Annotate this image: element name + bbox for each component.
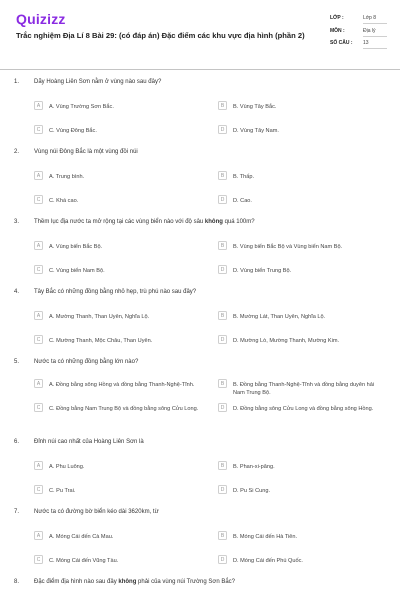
option-text: C. Móng Cái đến Vũng Tàu.	[49, 558, 119, 564]
option-text: D. Mường Lò, Mường Thanh, Mường Kim.	[233, 338, 340, 344]
option-text: D. Vùng biển Trung Bộ.	[233, 268, 292, 274]
option-letter-box[interactable]: D	[218, 555, 227, 564]
question-text: Đỉnh núi cao nhất của Hoàng Liên Sơn là	[34, 439, 144, 445]
option-letter-box[interactable]: A	[34, 379, 43, 388]
question-text: Dãy Hoàng Liên Sơn nằm ở vùng nào sau đây?	[34, 79, 162, 85]
option-text: C. Mường Thanh, Mộc Châu, Than Uyên.	[49, 338, 153, 344]
option-letter-box[interactable]: A	[34, 241, 43, 250]
option-letter-box[interactable]: D	[218, 335, 227, 344]
option-text: B. Móng Cái đến Hà Tiên.	[233, 534, 298, 540]
option-text: A. Trung bình.	[49, 174, 85, 180]
question-number: 5.	[14, 359, 20, 365]
meta-underline	[363, 36, 387, 37]
option-letter-box[interactable]: B	[218, 531, 227, 540]
meta-value: Địa lý	[363, 27, 376, 34]
option-letter-box[interactable]: C	[34, 485, 43, 494]
option-text: A. Móng Cái đến Cà Mau.	[49, 534, 114, 540]
question-number: 2.	[14, 149, 20, 155]
option-letter-box[interactable]: C	[34, 555, 43, 564]
option-text: D. Vùng Tây Nam.	[233, 128, 279, 134]
option-text: B. Phan-xi-păng.	[233, 464, 275, 470]
meta-value: 13	[363, 40, 369, 46]
question-text: Nước ta có những đồng bằng lớn nào?	[34, 359, 139, 365]
meta-label: SỐ CÂU :	[330, 40, 353, 46]
worksheet-title: Trắc nghiệm Địa Lí 8 Bài 29: (có đáp án) Đặc điểm các khu vực địa hình (phần 2)	[16, 31, 305, 40]
option-letter-box[interactable]: C	[34, 403, 43, 412]
header-divider	[0, 69, 400, 70]
option-letter-box[interactable]: B	[218, 241, 227, 250]
question-text-part: Đặc điểm địa hình nào sau đây	[34, 579, 119, 585]
option-letter-box[interactable]: B	[218, 379, 227, 388]
question-text-part: Thềm lục địa nước ta mở rộng tại các vùng biển nào với độ sâu	[34, 219, 205, 225]
option-text: D. Pu Si Cung.	[233, 488, 270, 494]
option-text: C. Vùng Đông Bắc.	[49, 128, 97, 134]
question-text-part: phải của vùng núi Trường Sơn Bắc?	[136, 579, 236, 585]
option-letter-box[interactable]: A	[34, 171, 43, 180]
question-text	[34, 219, 374, 225]
option-letter-box[interactable]: C	[34, 195, 43, 204]
option-letter-box[interactable]: A	[34, 461, 43, 470]
option-text: A. Mường Thanh, Than Uyên, Nghĩa Lộ.	[49, 314, 150, 320]
option-letter-box[interactable]: A	[34, 311, 43, 320]
question-number: 1.	[14, 79, 20, 85]
option-text: A. Đồng bằng sông Hồng và đồng bằng Thanh-Nghệ-Tĩnh.	[49, 382, 195, 388]
meta-row-class	[330, 13, 386, 26]
option-text: B. Vùng biển Bắc Bộ và Vùng biển Nam Bộ.	[233, 244, 343, 250]
quizizz-logo[interactable]: Quizizz	[16, 11, 66, 27]
option-text: B. Đồng bằng Thanh-Nghệ-Tĩnh và đồng bằng duyên hải Nam Trung Bộ.	[233, 382, 375, 396]
header	[0, 0, 400, 62]
meta-value: Lớp 8	[363, 15, 377, 21]
question-text: Tây Bắc có những đồng bằng nhỏ hẹp, trù phú nào sau đây?	[34, 289, 197, 295]
question-text-emphasis: không	[204, 219, 223, 225]
meta-label: LỚP :	[330, 15, 344, 21]
question-text	[34, 579, 374, 585]
option-letter-box[interactable]: A	[34, 101, 43, 110]
option-text: A. Vùng biển Bắc Bộ.	[49, 244, 103, 250]
option-text: B. Thấp.	[233, 174, 255, 180]
option-letter-box[interactable]: B	[218, 101, 227, 110]
option-text: C. Vùng biển Nam Bộ.	[49, 268, 105, 274]
question-text: Nước ta có đường bờ biển kéo dài 3620km, từ	[34, 509, 159, 515]
meta-row-count	[330, 38, 386, 51]
option-text: D. Đồng bằng sông Cửu Long và đồng bằng sông Hồng.	[233, 406, 374, 412]
option-letter-box[interactable]: A	[34, 531, 43, 540]
option-letter-box[interactable]: D	[218, 195, 227, 204]
option-letter-box[interactable]: B	[218, 171, 227, 180]
option-letter-box[interactable]: B	[218, 461, 227, 470]
option-letter-box[interactable]: B	[218, 311, 227, 320]
option-letter-box[interactable]: D	[218, 403, 227, 412]
option-text: A. Phu Luông.	[49, 464, 85, 470]
question-number: 6.	[14, 439, 20, 445]
meta-underline	[363, 23, 387, 24]
meta-row-subject	[330, 26, 386, 39]
option-letter-box[interactable]: D	[218, 265, 227, 274]
question-text-emphasis: không	[118, 579, 137, 585]
option-text: D. Cao.	[233, 198, 252, 204]
question-number: 7.	[14, 509, 20, 515]
question-text-part: quá 100m?	[222, 219, 255, 225]
meta-label: MÔN :	[330, 27, 345, 34]
option-text: D. Móng Cái đến Phú Quốc.	[233, 558, 303, 564]
option-letter-box[interactable]: C	[34, 265, 43, 274]
question-number: 3.	[14, 219, 20, 225]
worksheet-meta	[330, 13, 386, 51]
option-text: C. Đồng bằng Nam Trung Bộ và đồng bằng sông Cửu Long.	[49, 406, 199, 412]
option-text: C. Khá cao.	[49, 198, 79, 204]
question-number: 4.	[14, 289, 20, 295]
option-text: B. Mường Lát, Than Uyên, Nghĩa Lộ.	[233, 314, 326, 320]
option-letter-box[interactable]: C	[34, 335, 43, 344]
meta-underline	[363, 48, 387, 49]
question-number: 8.	[14, 579, 20, 585]
option-letter-box[interactable]: D	[218, 485, 227, 494]
option-text: A. Vùng Trường Sơn Bắc.	[49, 104, 114, 110]
option-letter-box[interactable]: D	[218, 125, 227, 134]
question-text: Vùng núi Đông Bắc là một vùng đồi núi	[34, 149, 138, 155]
option-text: B. Vùng Tây Bắc.	[233, 104, 277, 110]
option-letter-box[interactable]: C	[34, 125, 43, 134]
option-text: C. Pu Trai.	[49, 488, 76, 494]
